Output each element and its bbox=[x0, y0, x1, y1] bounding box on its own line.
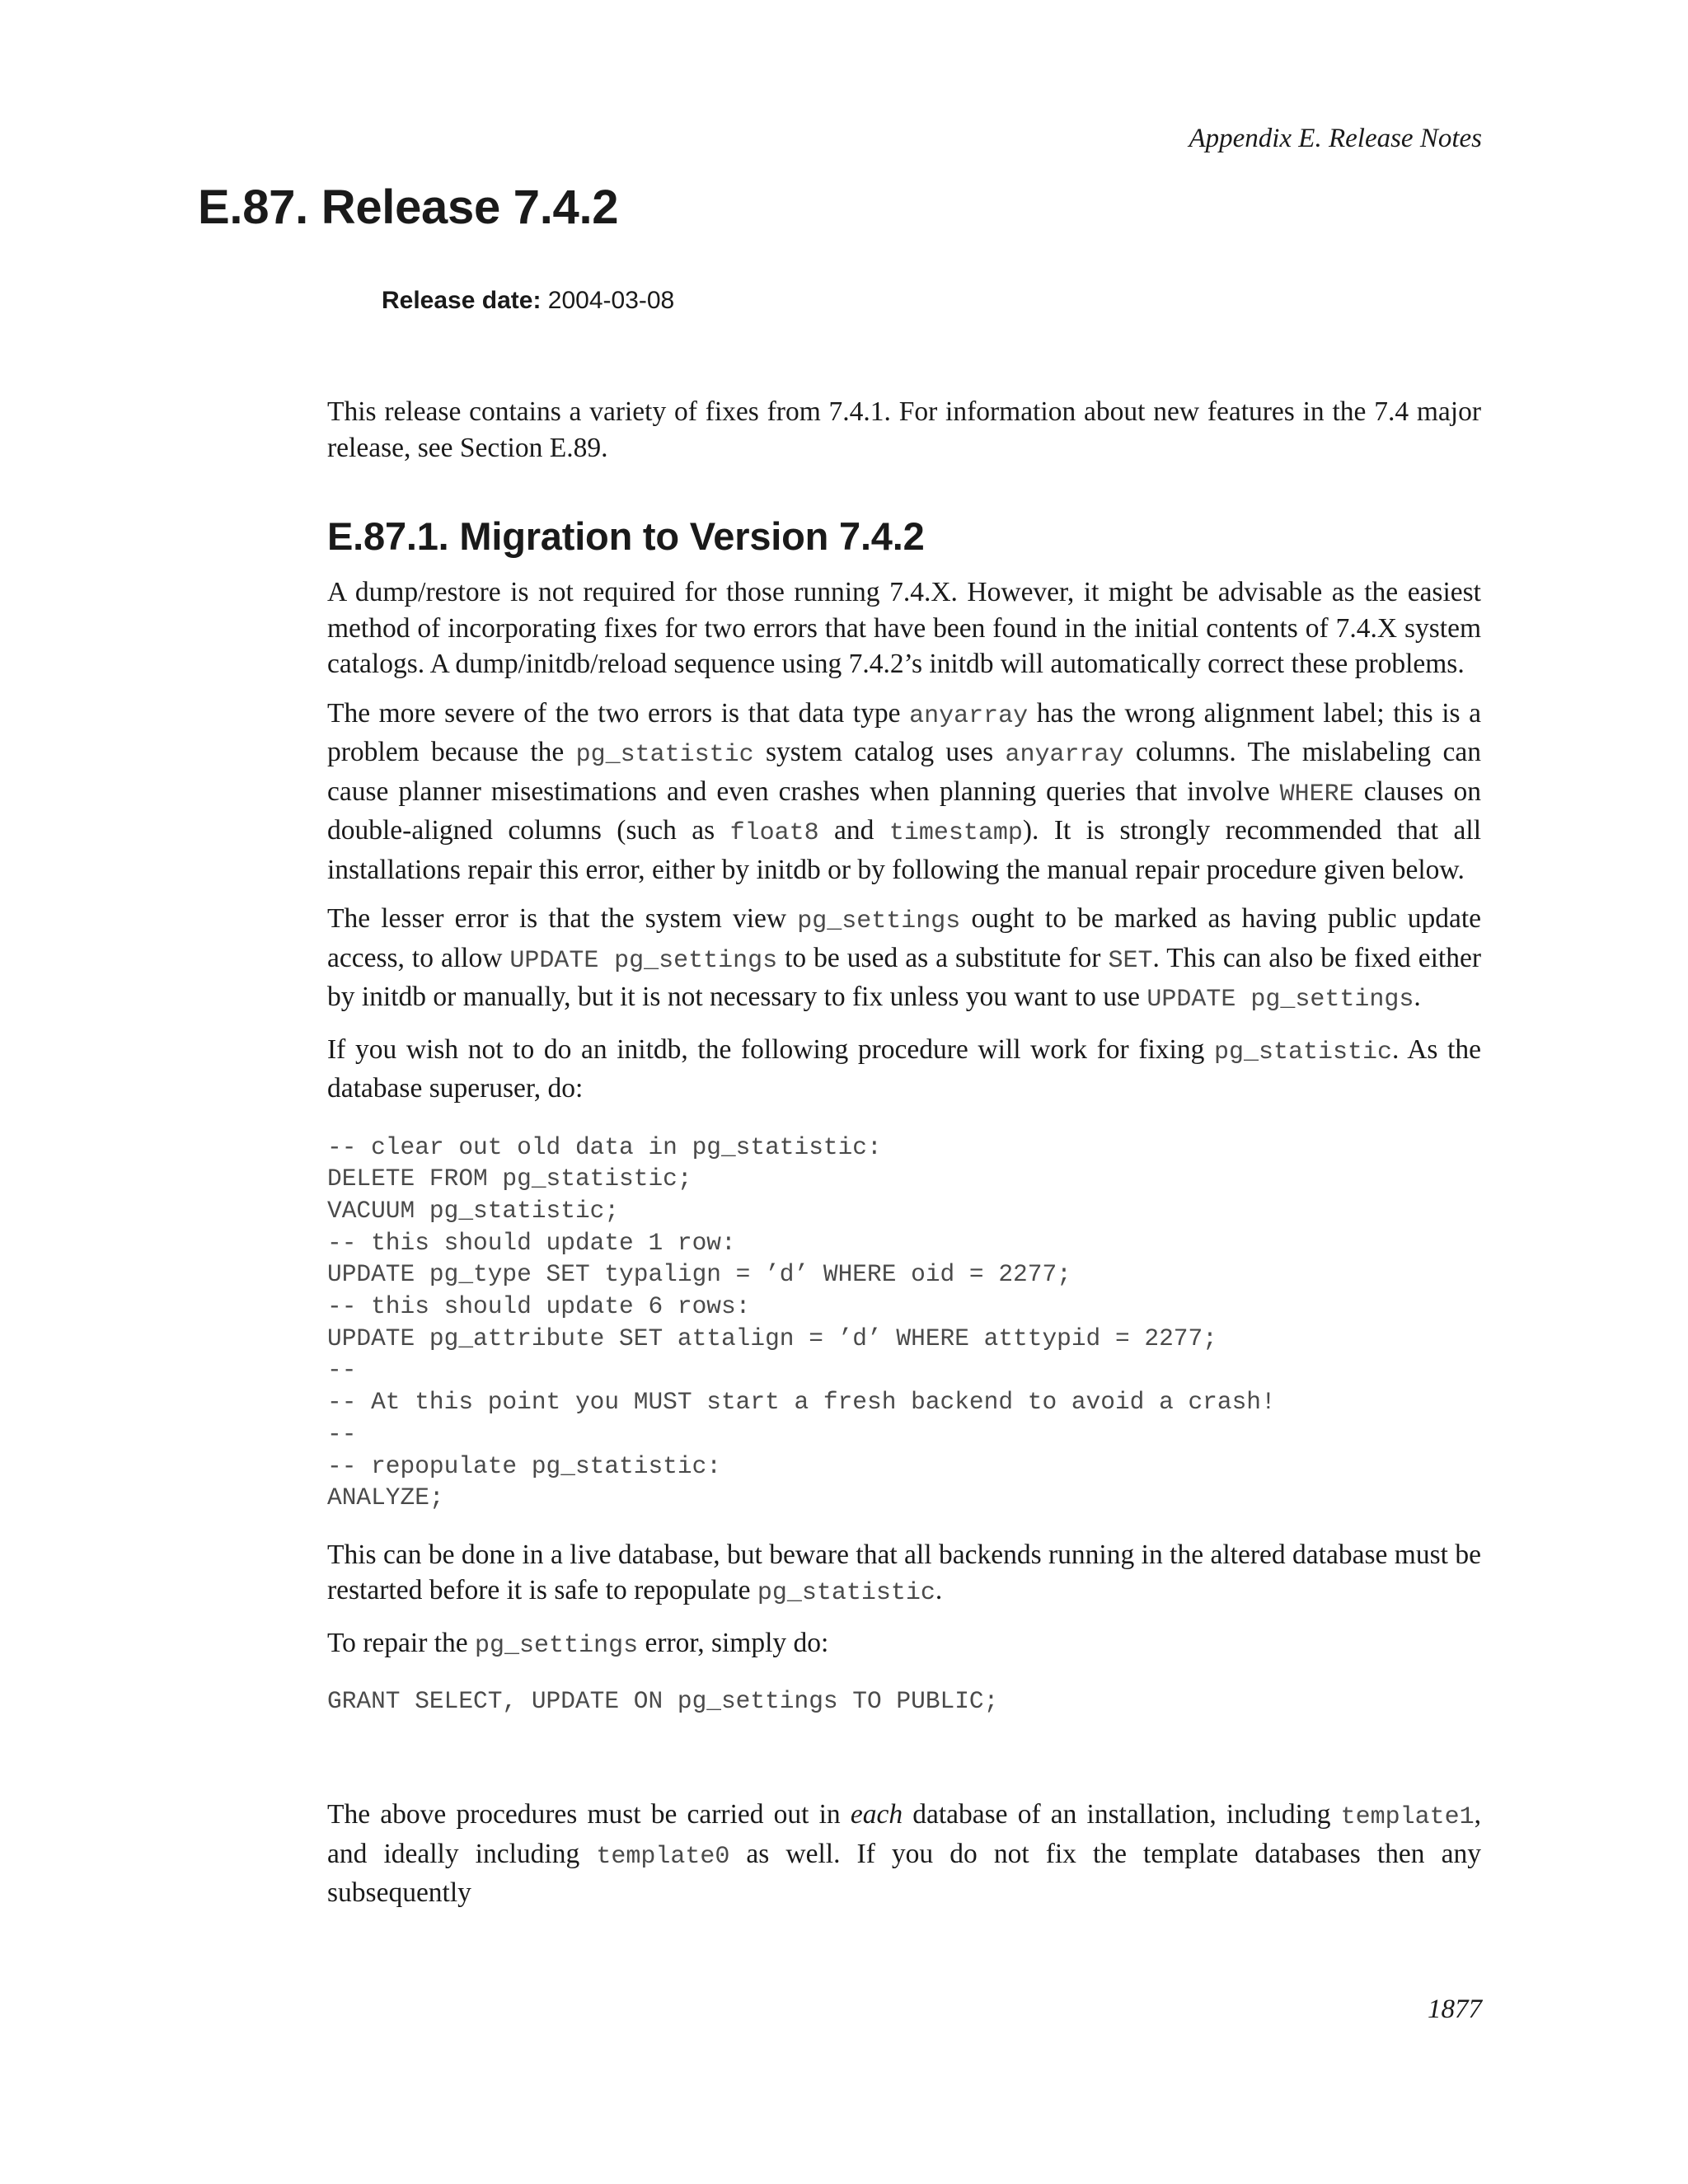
text-run: . This can also be fixed either by initdb or manually, but it is not necessary to fix unless you want to use bbox=[327, 942, 1481, 1012]
text-run: , and ideally including bbox=[327, 1799, 1481, 1869]
emphasis: each bbox=[850, 1799, 903, 1830]
text-run: columns. The mislabeling can cause planner misestimations and even crashes when planning queries that involve bbox=[327, 737, 1481, 807]
inline-code: template0 bbox=[596, 1842, 730, 1871]
migration-paragraph-5 bbox=[327, 1537, 1481, 1612]
text-run: . bbox=[935, 1575, 943, 1606]
inline-code: pg_settings bbox=[797, 907, 961, 935]
chapter-title: E.87. Release 7.4.2 bbox=[198, 180, 619, 234]
inline-code: anyarray bbox=[909, 701, 1029, 730]
migration-paragraph-6 bbox=[327, 1625, 1481, 1665]
migration-paragraph-2 bbox=[327, 696, 1481, 888]
text-run: . bbox=[1414, 982, 1421, 1012]
inline-code: pg_settings bbox=[475, 1631, 639, 1660]
text-run: ). It is strongly recommended that all installations repair this error, either by initdb or by following the manual repair procedure given below. bbox=[327, 815, 1482, 885]
text-run: This can be done in a live database, but beware that all backends running in the altered database must be restarted before it is safe to repopulate bbox=[327, 1539, 1481, 1606]
migration-paragraph-4 bbox=[327, 1032, 1481, 1107]
text-run: . As the database superuser, do: bbox=[327, 1033, 1481, 1104]
page-number: 1877 bbox=[1428, 1994, 1482, 2024]
main-content bbox=[327, 394, 1481, 1924]
inline-code: pg_statistic bbox=[1214, 1038, 1393, 1066]
text-run: To repair the bbox=[327, 1627, 476, 1658]
inline-code: anyarray bbox=[1005, 741, 1124, 769]
intro-paragraph: This release contains a variety of fixes from 7.4.1. For information about new features in the 7.4 major release, see Section E.89. bbox=[327, 396, 1481, 463]
text-run: system catalog uses bbox=[753, 737, 1006, 767]
text-run: The more severe of the two errors is that data type bbox=[327, 697, 910, 729]
text-run: If you wish not to do an initdb, the following procedure will work for fixing bbox=[327, 1033, 1214, 1065]
grant-code-block: GRANT SELECT, UPDATE ON pg_settings TO PUBLIC; bbox=[327, 1687, 999, 1716]
running-header: Appendix E. Release Notes bbox=[1189, 124, 1482, 153]
text-run: clauses on double-aligned columns (such as bbox=[327, 776, 1481, 846]
release-date bbox=[382, 287, 674, 315]
migration-paragraph-3 bbox=[327, 901, 1481, 1019]
release-date-label: Release date: bbox=[382, 287, 542, 314]
migration-paragraph-1: A dump/restore is not required for those running 7.4.X. However, it might be advisable as the easiest method of incorporating fixes for two errors that have been found in the initial contents of 7.4.X system catalogs. A dump/initdb/reload sequence using 7.4.2’s initdb will automatically correct these problems. bbox=[327, 577, 1481, 679]
text-run: has the wrong alignment label; this is a problem because the bbox=[327, 697, 1481, 767]
text-run: error, simply do: bbox=[638, 1627, 829, 1658]
inline-code: pg_statistic bbox=[575, 741, 754, 769]
inline-code: template1 bbox=[1340, 1803, 1475, 1832]
repair-code-block: -- clear out old data in pg_statistic: DELETE FROM pg_statistic; VACUUM pg_statistic; -- this should update 1 row: UPDATE pg_type SET typalign = ’d’ WHERE oid = 2277; -- this should update 6 rows: UPDATE pg_attribute SET attalign = ’d’ WHERE atttypid = 2277; -- -- At this point you MUST start a fresh backend to avoid a crash! -- -- repopulate pg_statistic: ANALYZE; bbox=[327, 1132, 1276, 1512]
text-run: and bbox=[818, 815, 889, 846]
text-run: to be used as a substitute for bbox=[777, 942, 1109, 973]
inline-code: float8 bbox=[729, 819, 819, 847]
migration-paragraph-7 bbox=[327, 1797, 1481, 1911]
inline-code: pg_statistic bbox=[757, 1579, 935, 1608]
section-title: E.87.1. Migration to Version 7.4.2 bbox=[327, 514, 925, 558]
text-run: database of an installation, including bbox=[903, 1799, 1341, 1830]
inline-code: UPDATE pg_settings bbox=[1146, 986, 1414, 1014]
text-run: The above procedures must be carried out in bbox=[327, 1799, 851, 1830]
inline-code: SET bbox=[1108, 946, 1153, 975]
inline-code: WHERE bbox=[1279, 780, 1354, 808]
text-run: as well. If you do not fix the template databases then any subsequently bbox=[327, 1838, 1481, 1909]
text-run: The lesser error is that the system view bbox=[327, 903, 798, 934]
inline-code: UPDATE pg_settings bbox=[509, 946, 778, 975]
text-run: ought to be marked as having public update access, to allow bbox=[327, 903, 1481, 973]
release-date-value: 2004-03-08 bbox=[547, 287, 675, 314]
inline-code: timestamp bbox=[889, 819, 1023, 847]
